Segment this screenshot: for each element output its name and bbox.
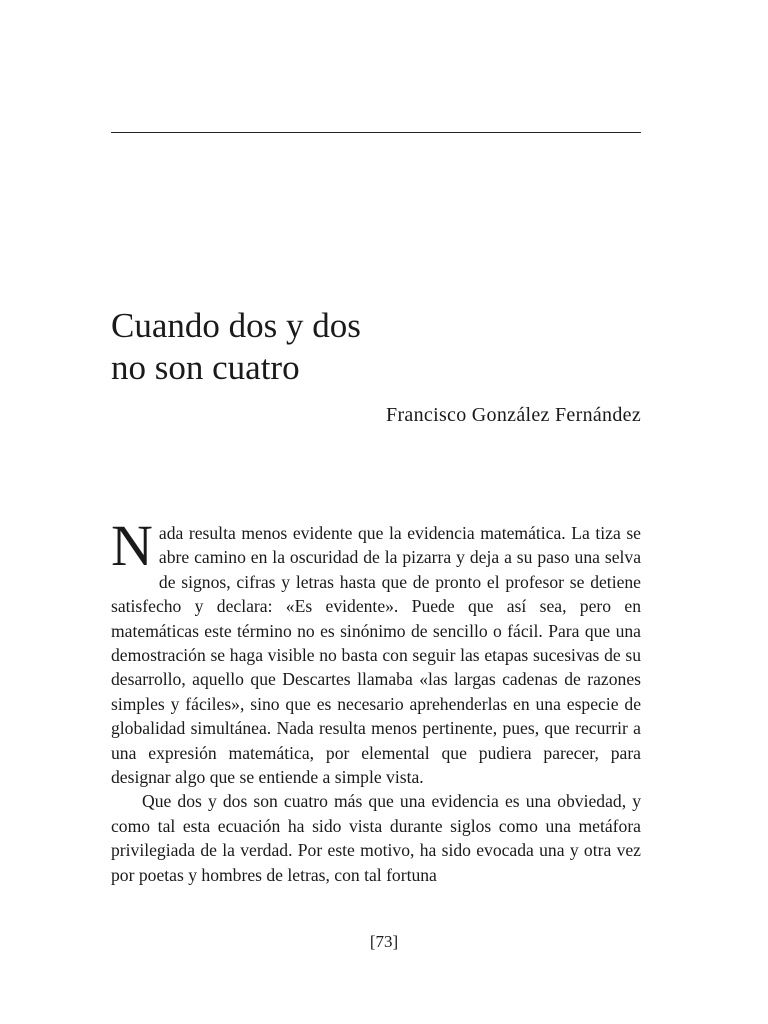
top-rule xyxy=(111,132,641,133)
chapter-title xyxy=(111,305,361,389)
page-number: [73] xyxy=(369,932,399,951)
body-text xyxy=(111,513,641,887)
drop-cap: N xyxy=(111,513,153,578)
paragraph-1 xyxy=(111,513,641,789)
chapter-title-line-1: Cuando dos y dos xyxy=(111,306,361,345)
chapter-title-line-2: no son cuatro xyxy=(111,348,300,387)
paragraph-2: Que dos y dos son cuatro más que una evidencia es una obviedad, y como tal esta ecuación ha sido vista durante siglos como una metáfora privilegiada de la verdad. Por este motivo, ha sido evocada una y otra vez por poetas y hombres de letras, con tal fortuna xyxy=(111,791,641,885)
author-name: Francisco González Fernández xyxy=(386,404,641,426)
paragraph-1-text: ada resulta menos evidente que la evidencia matemática. La tiza se abre camino en la oscuridad de la pizarra y deja a su paso una selva de signos, cifras y letras hasta que de pronto el profesor se detiene satisfecho y declara: «Es evidente». Puede que así sea, pero en matemáticas este término no es sinónimo de sencillo o fácil. Para que una demostración se haga visible no basta con seguir las etapas sucesivas de su desarrollo, aquello que Descartes llamaba «las largas cadenas de razones simples y fáciles», sino que es necesario aprehenderlas en una especie de globalidad simultánea. Nada resulta menos pertinente, pues, que recurrir a una expresión matemática, por elemental que pudiera parecer, para designar algo que se entiende a simple vista. xyxy=(111,523,641,788)
